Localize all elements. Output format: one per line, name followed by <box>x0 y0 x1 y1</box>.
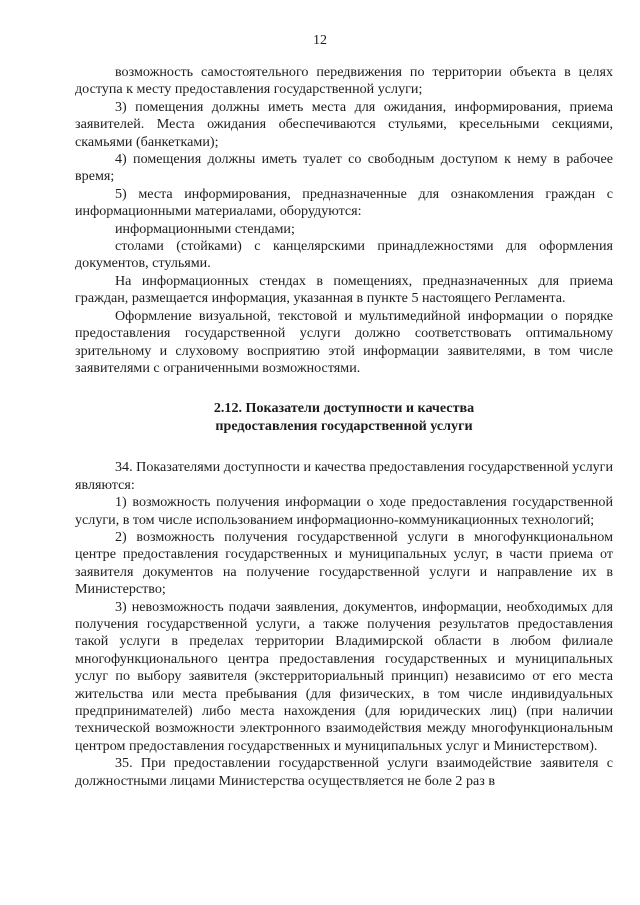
section-heading <box>75 399 613 435</box>
paragraph-item-4-toilet: 4) помещения должны иметь туалет со свободным доступом к нему в рабочее время; <box>75 151 613 185</box>
section-heading-line-2: предоставления государственной услуги <box>215 418 473 435</box>
paragraph-indicator-2: 2) возможность получения государственной услуги в многофункциональном центре предоставления государственных и муниципальных услуг, в части приема от заявителя документов на получение государственной услуги и направление их в Министерство; <box>75 528 613 598</box>
paragraph-indicator-3: 3) невозможность подачи заявления, документов, информации, необходимых для получения государственной услуги, а также получения результатов предоставления такой услуги в пределах территории Владимирской области в любом филиале многофункционального центра предоставления государственных и муниципальных услуг по выбору заявителя (экстерриториальный принцип) независимо от его места жительства или места пребывания (для физических, в том числе индивидуальных предпринимателей) либо места нахождения (для юридических лиц) (при наличии технической возможности электронного взаимодействия между многофункциональным центром предоставления государственных и муниципальных услуг и Министерством). <box>75 598 613 754</box>
paragraph-accessibility-movement: возможность самостоятельного передвижения по территории объекта в целях доступа к месту предоставления государственной услуги; <box>75 64 613 98</box>
paragraph-35-interaction: 35. При предоставлении государственной услуги взаимодействие заявителя с должностными лицами Министерства осуществляется не боле 2 раз в <box>75 755 613 789</box>
paragraph-item-3-waiting-areas: 3) помещения должны иметь места для ожидания, информирования, приема заявителей. Места ожидания обеспечиваются стульями, кресельными секциями, скамьями (банкетками); <box>75 98 613 150</box>
paragraph-stand-information: На информационных стендах в помещениях, предназначенных для приема граждан, размещается информация, указанная в пункте 5 настоящего Регламента. <box>75 272 613 307</box>
paragraph-34-indicators: 34. Показателями доступности и качества предоставления государственной услуги являются: <box>75 459 613 493</box>
paragraph-item-5-info-places: 5) места информирования, предназначенные для ознакомления граждан с информационными материалами, оборудуются: <box>75 185 613 220</box>
paragraph-info-stands: информационными стендами; <box>115 220 295 237</box>
paragraph-indicator-1: 1) возможность получения информации о ходе предоставления государственной услуги, в том числе использованием информационно-коммуникационных технологий; <box>75 494 613 528</box>
document-body <box>75 64 613 790</box>
section-heading-line-1: 2.12. Показатели доступности и качества <box>213 400 475 417</box>
paragraph-visual-design: Оформление визуальной, текстовой и мультимедийной информации о порядке предоставления государственной услуги должно соответствовать оптимальному зрительному и слуховому восприятию этой информации заявителями, в том числе заявителями с ограниченными возможностями. <box>75 307 613 376</box>
paragraph-tables-stationery: столами (стойками) с канцелярскими принадлежностями для оформления документов, стульями. <box>75 238 613 272</box>
page-number: 12 <box>313 33 327 48</box>
